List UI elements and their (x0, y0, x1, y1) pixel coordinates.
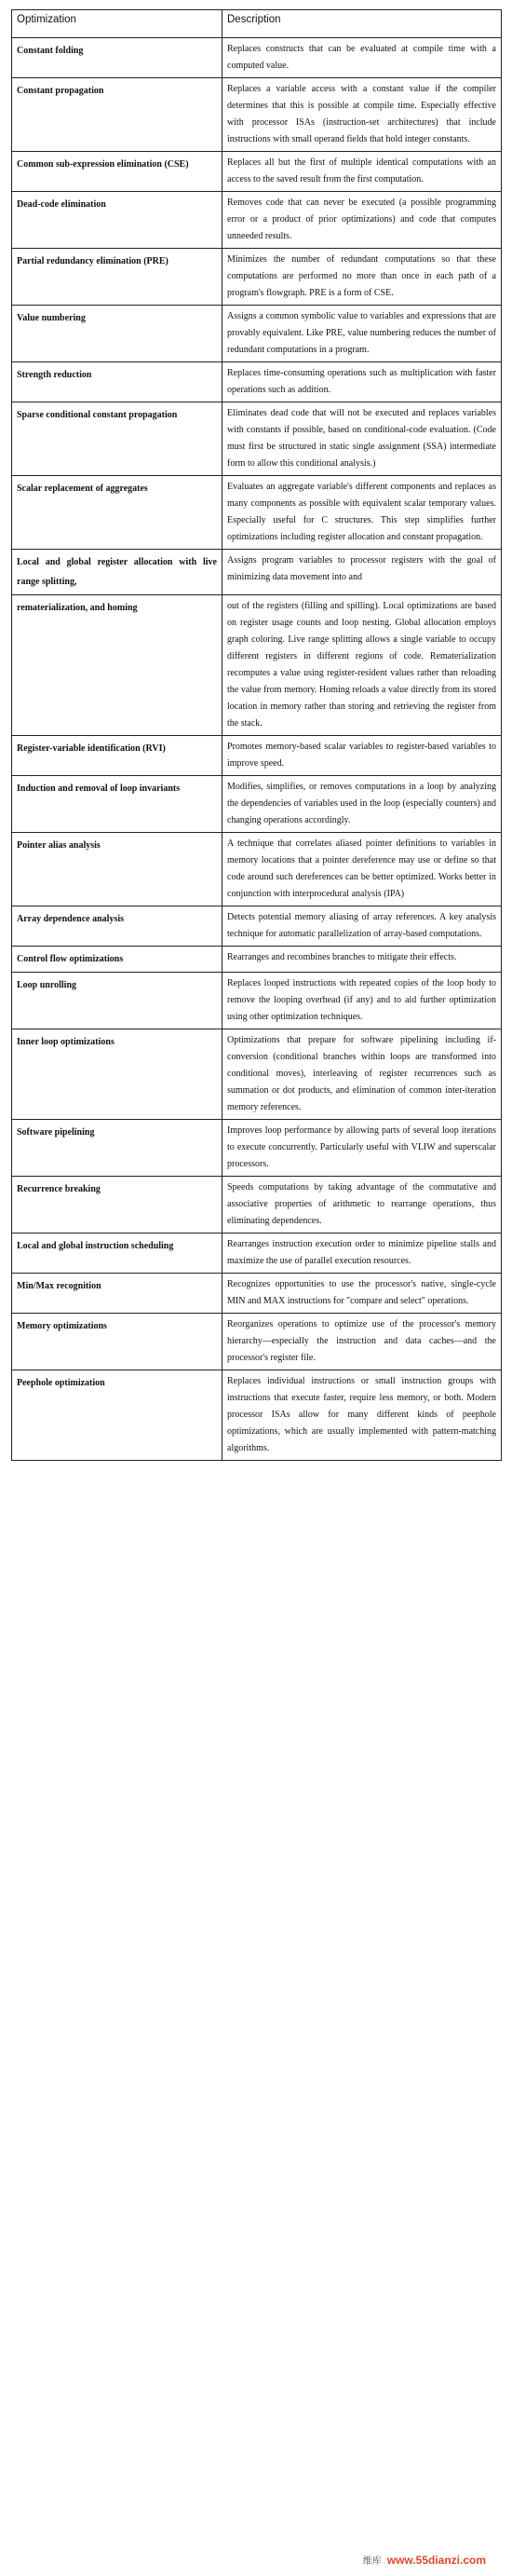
optimization-description: Removes code that can never be executed (a possible programming error or a product of prior optimizations) and code that computes unneeded results. (222, 192, 502, 249)
watermark (363, 2553, 486, 2567)
table-row (12, 833, 502, 906)
table-row (12, 249, 502, 306)
optimization-description: Promotes memory-based scalar variables to register-based variables to improve speed. (222, 736, 502, 776)
optimization-name: Inner loop optimizations (12, 1029, 222, 1120)
optimization-name: Sparse conditional constant propagation (12, 402, 222, 476)
table-row (12, 947, 502, 973)
optimization-description: Speeds computations by taking advantage of the commutative and associative properties of arithmetic to rearrange operations, thus eliminating dependences. (222, 1177, 502, 1233)
optimization-name: Strength reduction (12, 362, 222, 402)
optimization-name: Dead-code elimination (12, 192, 222, 249)
optimization-description: Rearranges and recombines branches to mitigate their effects. (222, 947, 502, 973)
optimization-description: Replaces all but the first of multiple identical computations with an access to the saved result from the first computation. (222, 152, 502, 192)
optimization-description: Replaces individual instructions or small instruction groups with instructions that execute faster, require less memory, or both. Modern processor ISAs allow for many different kinds of peephole optimizations, which are usually implemented with pattern-matching algorithms. (222, 1370, 502, 1461)
optimization-name: Local and global instruction scheduling (12, 1233, 222, 1274)
optimization-description: Detects potential memory aliasing of array references. A key analysis technique for automatic parallelization of array-based computations. (222, 906, 502, 947)
optimization-name: Memory optimizations (12, 1314, 222, 1370)
optimization-description: Replaces constructs that can be evaluated at compile time with a computed value. (222, 38, 502, 78)
optimization-description: out of the registers (filling and spilling). Local optimizations are based on register usage counts and loop nesting. Global allocation employs graph coloring. Live range splitting allows a single variable to occupy different registers in different regions of code. Rematerialization recomputes a value using register-resident values rather than reloading the value from memory. Homing reloads a value directly from its stored location in memory rather than storing and retrieving the register from the stack. (222, 595, 502, 736)
table-row (12, 362, 502, 402)
optimization-name: Min/Max recognition (12, 1274, 222, 1314)
optimization-name: Local and global register allocation with live range splitting, (12, 550, 222, 595)
optimization-name: rematerialization, and homing (12, 595, 222, 736)
table-row (12, 1177, 502, 1233)
page (11, 9, 501, 1461)
table-row (12, 402, 502, 476)
optimization-description: Eliminates dead code that will not be executed and replaces variables with constants if possible, based on conditional-code evaluation. (Code must first be structured in static single assignment (SSA) intermediate form to allow this conditional analysis.) (222, 402, 502, 476)
watermark-url: www.55dianzi.com (386, 2554, 486, 2567)
optimization-name: Common sub-expression elimination (CSE) (12, 152, 222, 192)
table-row (12, 1120, 502, 1177)
optimization-description: Modifies, simplifies, or removes computations in a loop by analyzing the dependencies of variables used in the loop (especially counters) and changing operations accordingly. (222, 776, 502, 833)
optimization-name: Recurrence breaking (12, 1177, 222, 1233)
optimization-description: Recognizes opportunities to use the processor's native, single-cycle MIN and MAX instructions for "compare and select" operations. (222, 1274, 502, 1314)
optimization-name: Scalar replacement of aggregates (12, 476, 222, 550)
header-description: Description (222, 10, 502, 38)
table-row (12, 1233, 502, 1274)
table-row (12, 1314, 502, 1370)
optimization-name: Software pipelining (12, 1120, 222, 1177)
optimization-description: Evaluates an aggregate variable's different components and replaces as many components as possible with equivalent scalar temporary values. Especially useful for C structures. This step simplifies further optimizations including register allocation and constant propagation. (222, 476, 502, 550)
optimization-description: Replaces time-consuming operations such as multiplication with faster operations such as addition. (222, 362, 502, 402)
optimization-description: Optimizations that prepare for software pipelining including if-conversion (conditional branches within loops are transformed into conditional moves), interleaving of register recurrences such as summation or dot products, and elimination of common inter-iteration memory references. (222, 1029, 502, 1120)
optimization-description: Minimizes the number of redundant computations so that these computations are performed no more than once in each path of a program's flowgraph. PRE is a form of CSE. (222, 249, 502, 306)
optimization-description: A technique that correlates aliased pointer definitions to variables in memory locations that a pointer dereference may use or define so that code around such dereferences can be better optimized. Works better in conjunction with interprocedural analysis (IPA) (222, 833, 502, 906)
optimization-description: Replaces looped instructions with repeated copies of the loop body to remove the looping overhead (if any) and to aid further optimization using other optimization techniques. (222, 973, 502, 1029)
header-row (12, 10, 502, 38)
optimization-description: Assigns a common symbolic value to variables and expressions that are provably equivalent. Like PRE, value numbering reduces the number of redundant computations in a program. (222, 306, 502, 362)
table-row (12, 1370, 502, 1461)
optimization-description: Rearranges instruction execution order to minimize pipeline stalls and maximize the use of parallel execution resources. (222, 1233, 502, 1274)
table-row (12, 906, 502, 947)
table-row (12, 973, 502, 1029)
table-row (12, 192, 502, 249)
table-row (12, 776, 502, 833)
table-row (12, 550, 502, 595)
optimization-name: Value numbering (12, 306, 222, 362)
optimization-description: Improves loop performance by allowing parts of several loop iterations to execute concurrently. Particularly useful with VLIW and superscalar processors. (222, 1120, 502, 1177)
optimization-description: Replaces a variable access with a constant value if the compiler determines that this is possible at compile time. Especially effective with processor ISAs (instruction-set architectures) that include instructions with small operand fields that hold integer constants. (222, 78, 502, 152)
table-row (12, 152, 502, 192)
watermark-mark: 维库 (362, 2556, 382, 2567)
table-row (12, 78, 502, 152)
table-row (12, 476, 502, 550)
optimization-name: Pointer alias analysis (12, 833, 222, 906)
table-row (12, 595, 502, 736)
optimization-name: Constant propagation (12, 78, 222, 152)
optimization-name: Peephole optimization (12, 1370, 222, 1461)
optimization-name: Constant folding (12, 38, 222, 78)
optimization-name: Partial redundancy elimination (PRE) (12, 249, 222, 306)
table-row (12, 1029, 502, 1120)
optimization-name: Register-variable identification (RVI) (12, 736, 222, 776)
header-optimization: Optimization (12, 10, 222, 38)
table-body (12, 38, 502, 1461)
table-row (12, 1274, 502, 1314)
optimization-name: Array dependence analysis (12, 906, 222, 947)
table-row (12, 306, 502, 362)
table-row (12, 736, 502, 776)
optimization-description: Reorganizes operations to optimize use of the processor's memory hierarchy—especially the instruction and data caches—and the processor's register file. (222, 1314, 502, 1370)
table-row (12, 38, 502, 78)
optimization-table (11, 9, 502, 1461)
optimization-description: Assigns program variables to processor registers with the goal of minimizing data movement into and (222, 550, 502, 595)
optimization-name: Induction and removal of loop invariants (12, 776, 222, 833)
optimization-name: Loop unrolling (12, 973, 222, 1029)
optimization-name: Control flow optimizations (12, 947, 222, 973)
